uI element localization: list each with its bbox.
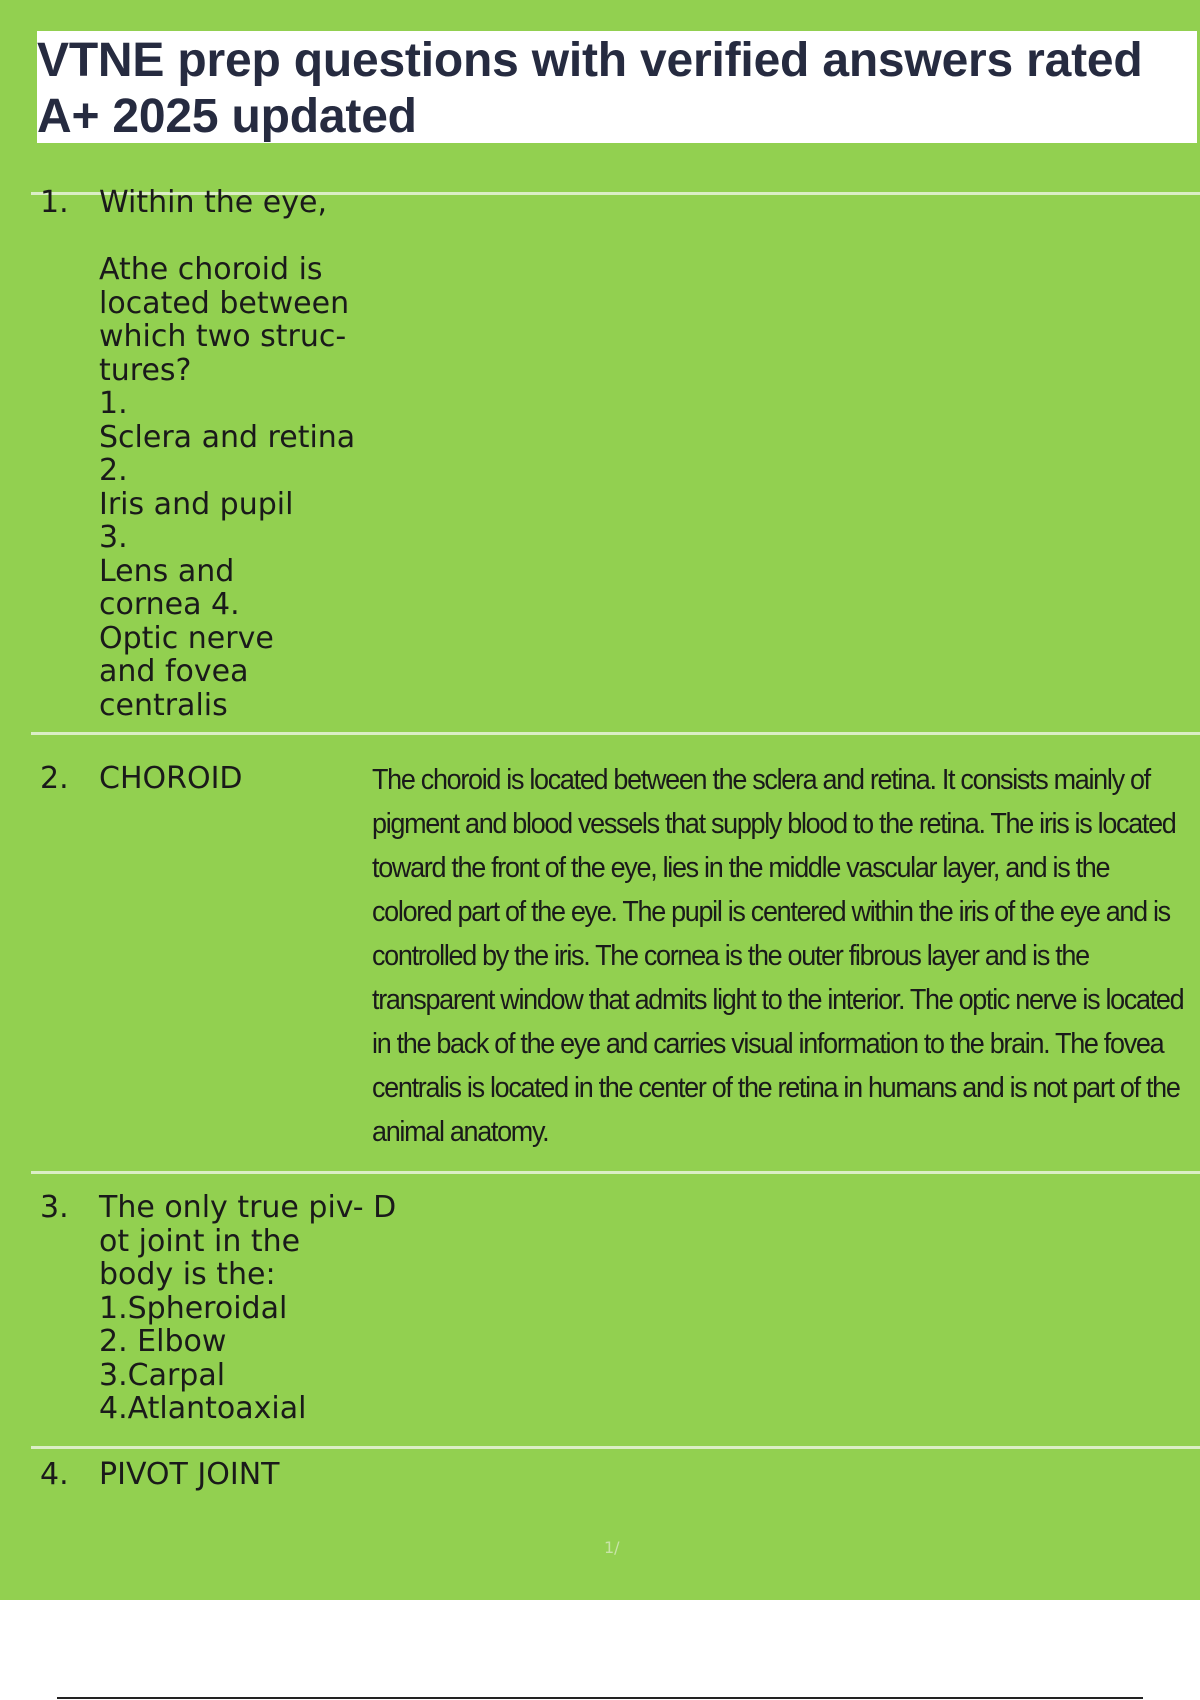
- row-number: 4.: [40, 1457, 69, 1492]
- row-divider: [31, 732, 1200, 735]
- title-box: [37, 31, 1197, 143]
- row-number: 1.: [40, 185, 69, 220]
- row-number: 3.: [40, 1190, 69, 1225]
- row-term: PIVOT JOINT: [99, 1457, 280, 1492]
- row-answer: The choroid is located between the sclera and retina. It consists mainly of pigment and blood vessels that supply blood to the retina. The iris is located toward the front of the eye, lies in the middle vascular layer, and is the colored part of the eye. The pupil is centered within the iris of the eye and is controlled by the iris. The cornea is the outer fibrous layer and is the transparent window that admits light to the interior. The optic nerve is located in the back of the eye and carries visual information to the brain. The fovea centralis is located in the center of the retina in humans and is not part of the animal anatomy.: [372, 764, 1184, 1148]
- document-title: VTNE prep questions with verified answers rated A+ 2025 updated: [37, 34, 1143, 143]
- row-number: 2.: [40, 761, 69, 796]
- row-divider: [31, 1446, 1200, 1449]
- row-term: The only true piv- D ot joint in the body is the: 1.Spheroidal 2. Elbow 3.Carpal 4.Atlantoaxial: [99, 1190, 397, 1426]
- footer-rule: [57, 1697, 1143, 1699]
- row-term: CHOROID: [99, 761, 243, 796]
- page-marker: 1/: [604, 1538, 620, 1557]
- row-term: Within the eye, Athe choroid is located between which two struc- tures? 1. Sclera and retina 2. Iris and pupil 3. Lens and cornea 4. Optic nerve and fovea centralis: [99, 185, 356, 723]
- row-divider: [31, 1171, 1200, 1174]
